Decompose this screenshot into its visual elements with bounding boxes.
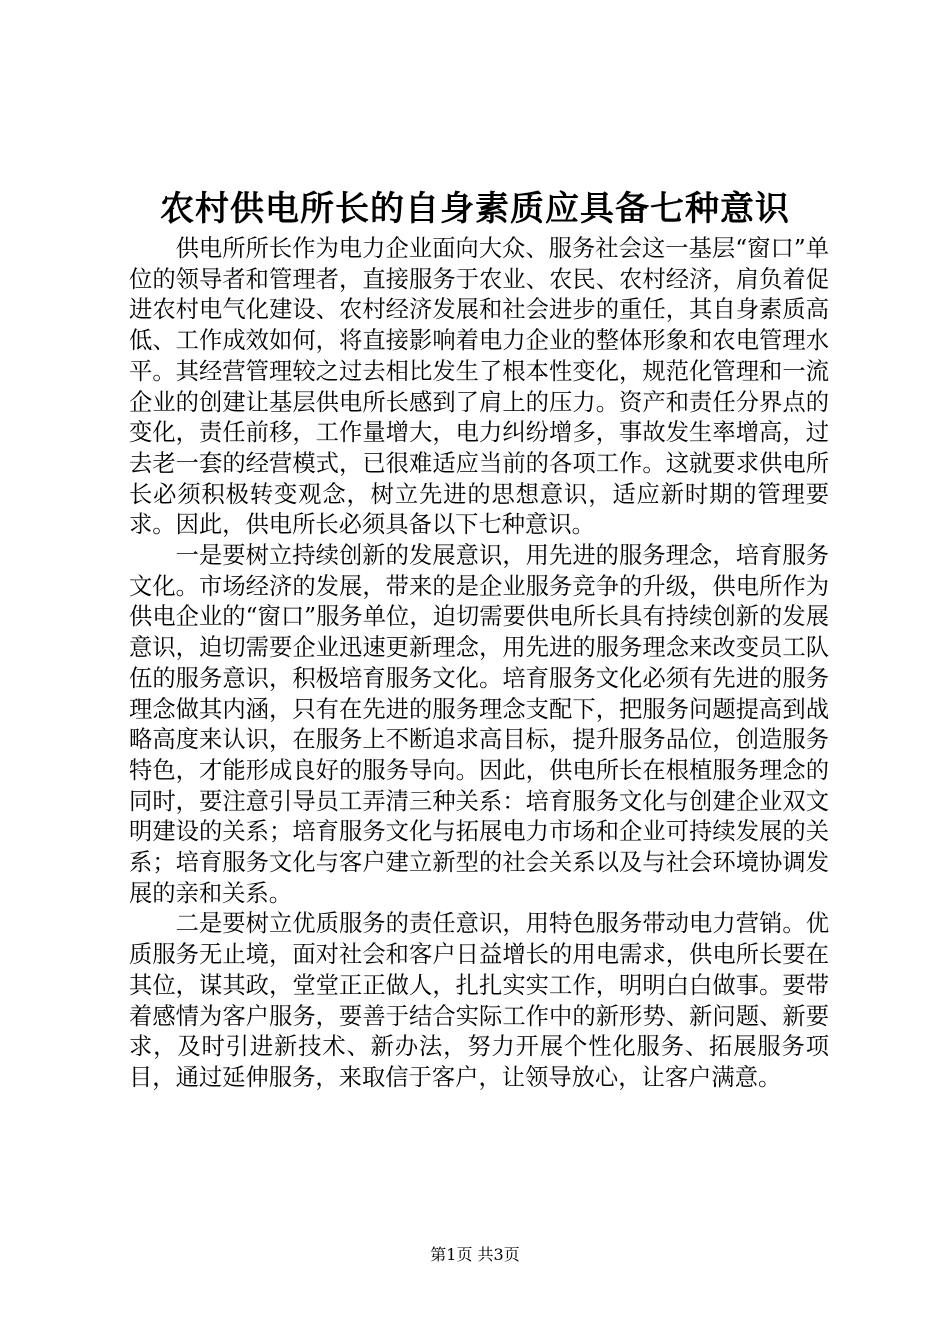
paragraph-point-one: 一是要树立持续创新的发展意识，用先进的服务理念，培育服务文化。市场经济的发展，带来的是企业服务竞争的升级，供电所作为供电企业的“窗口”服务单位，迫切需要供电所长具有持续创新的发展意识，迫切需要企业迅速更新理念，用先进的服务理念来改变员工队伍的服务意识，积极培育服务文化。培育服务文化必须有先进的服务理念做其内涵，只有在先进的服务理念支配下，把服务问题提高到战略高度来认识，在服务上不断追求高目标，提升服务品位，创造服务特色，才能形成良好的服务导向。因此，供电所长在根植服务理念的同时，要注意引导员工弄清三种关系：培育服务文化与创建企业双文明建设的关系；培育服务文化与拓展电力市场和企业可持续发展的关系；培育服务文化与客户建立新型的社会关系以及与社会环境协调发展的亲和关系。	[129, 542, 829, 907]
paragraph-point-two: 二是要树立优质服务的责任意识，用特色服务带动电力营销。优质服务无止境，面对社会和客户日益增长的用电需求，供电所长要在其位，谋其政，堂堂正正做人，扎扎实实工作，明明白白做事。要带着感情为客户服务，要善于结合实际工作中的新形势、新问题、新要求，及时引进新技术、新办法，努力开展个性化服务、拓展服务项目，通过延伸服务，来取信于客户，让领导放心，让客户满意。	[129, 910, 829, 1091]
paragraph-intro: 供电所所长作为电力企业面向大众、服务社会这一基层“窗口”单位的领导者和管理者，直接服务于农业、农民、农村经济，肩负着促进农村电气化建设、农村经济发展和社会进步的重任，其自身素质高低、工作成效如何，将直接影响着电力企业的整体形象和农电管理水平。其经营管理较之过去相比发生了根本性变化，规范化管理和一流企业的创建让基层供电所长感到了肩上的压力。资产和责任分界点的变化，责任前移，工作量增大，电力纠纷增多，事故发生率增高，过去老一套的经营模式，已很难适应当前的各项工作。这就要求供电所长必须积极转变观念，树立先进的思想意识，适应新时期的管理要求。因此，供电所长必须具备以下七种意识。	[129, 235, 829, 539]
document-title: 农村供电所长的自身素质应具备七种意识	[160, 189, 790, 229]
document-body	[129, 234, 829, 1094]
page-footer: 第1页 共3页	[430, 1245, 520, 1264]
